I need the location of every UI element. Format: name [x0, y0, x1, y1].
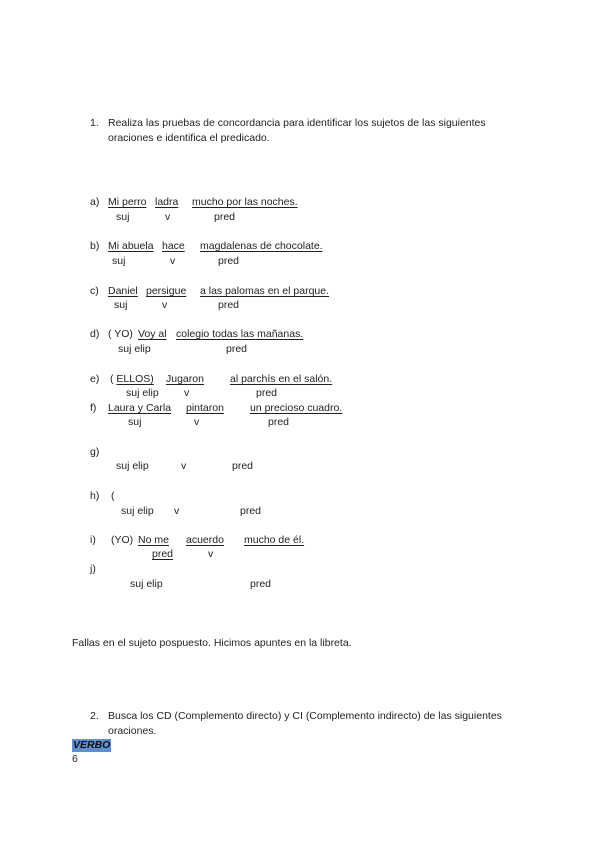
q1-line1: Realiza las pruebas de concordancia para identificar los sujetos de las siguientes — [108, 117, 486, 129]
label-suj: suj elip — [116, 460, 149, 472]
label-suj: suj — [128, 416, 142, 428]
verb-text: Jugaron — [166, 373, 204, 385]
item-letter: h) — [90, 490, 100, 502]
predicate-text: un precioso cuadro. — [250, 402, 343, 414]
item-letter: c) — [90, 285, 99, 297]
item-letter: j) — [90, 563, 96, 575]
item-letter: f) — [90, 402, 97, 414]
predicate-text: mucho por las noches. — [192, 196, 298, 208]
predicate-text: mucho de él. — [244, 534, 305, 546]
verb-text: ladra — [155, 196, 179, 208]
label-suj: suj elip — [126, 387, 159, 399]
q1-line2: oraciones e identifica el predicado. — [108, 132, 270, 144]
label-suj: suj elip — [118, 343, 151, 355]
predicate-text: a las palomas en el parque. — [200, 285, 329, 297]
page-number: 6 — [72, 753, 78, 765]
verb-text: persigue — [146, 285, 187, 297]
label-v: v — [162, 299, 168, 311]
item-letter: i) — [90, 534, 96, 546]
predicate-text: colegio todas las mañanas. — [176, 328, 304, 340]
label-v: v — [165, 211, 171, 223]
subject-text: (YO) — [111, 534, 134, 546]
label-v: v — [181, 460, 187, 472]
label-v: v — [184, 387, 190, 399]
label-pred: pred — [240, 505, 262, 517]
verb-text: Voy al — [138, 328, 167, 340]
verb-text: acuerdo — [186, 534, 224, 546]
verb-text: hace — [162, 240, 185, 252]
predicate-text: al parchís en el salón. — [230, 373, 333, 385]
label-pred: pred — [226, 343, 248, 355]
q1-number: 1. — [90, 117, 99, 129]
item-letter: a) — [90, 196, 100, 208]
item-letter: d) — [90, 328, 100, 340]
subject-text: Mi abuela — [108, 240, 154, 252]
label-suj: suj elip — [130, 578, 163, 590]
subject-text: Daniel — [108, 285, 138, 297]
label-v: v — [194, 416, 200, 428]
label-pred: pred — [250, 578, 272, 590]
q2-line1: Busca los CD (Complemento directo) y CI (Complemento indirecto) de las siguientes — [108, 710, 502, 722]
item-letter: e) — [90, 373, 100, 385]
item-letter: b) — [90, 240, 100, 252]
predicate-text: No me — [138, 534, 169, 546]
label-pred: pred — [152, 548, 174, 560]
label-pred: pred — [256, 387, 278, 399]
q2-number: 2. — [90, 710, 99, 722]
label-pred: pred — [218, 255, 240, 267]
label-pred: pred — [268, 416, 290, 428]
label-suj: suj elip — [121, 505, 154, 517]
label-suj: suj — [114, 299, 128, 311]
open-paren: ( — [111, 490, 115, 502]
label-pred: pred — [214, 211, 236, 223]
subject-text: ( YO) — [108, 328, 133, 340]
subject-text: ( ELLOS) — [110, 373, 154, 385]
label-suj: suj — [116, 211, 130, 223]
verb-text: pintaron — [186, 402, 224, 414]
subject-text: Laura y Carla — [108, 402, 172, 414]
label-pred: pred — [232, 460, 254, 472]
label-suj: suj — [112, 255, 126, 267]
label-v: v — [170, 255, 176, 267]
highlighted-verbo: VERBO — [73, 739, 111, 751]
q2-line2: oraciones. — [108, 725, 157, 737]
item-letter: g) — [90, 446, 100, 458]
label-v: v — [208, 548, 214, 560]
teacher-note: Fallas en el sujeto pospuesto. Hicimos apuntes en la libreta. — [72, 637, 352, 649]
predicate-text: magdalenas de chocolate. — [200, 240, 323, 252]
label-v: v — [174, 505, 180, 517]
subject-text: Mi perro — [108, 196, 147, 208]
label-pred: pred — [218, 299, 240, 311]
